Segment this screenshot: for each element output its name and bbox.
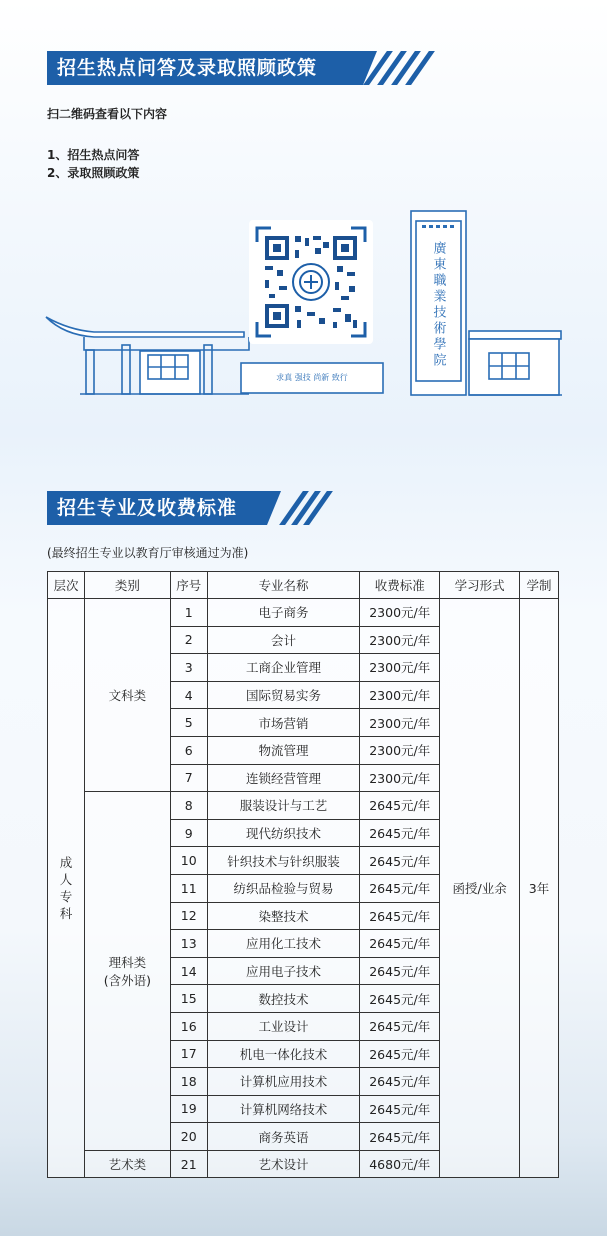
list-item: 2、录取照顾政策	[47, 166, 140, 180]
major-name: 应用化工技术	[207, 930, 360, 958]
row-number: 8	[170, 792, 207, 820]
header-cell: 类别	[84, 572, 170, 599]
row-number: 14	[170, 957, 207, 985]
fee-cell: 2645元/年	[360, 902, 440, 930]
row-number: 2	[170, 626, 207, 654]
section-title-qa	[47, 51, 363, 85]
fee-cell: 2645元/年	[360, 792, 440, 820]
level-cell	[48, 599, 85, 1178]
major-name: 商务英语	[207, 1123, 360, 1151]
fee-cell: 2300元/年	[360, 736, 440, 764]
header-cell: 学习形式	[440, 572, 520, 599]
qr-code-image	[249, 220, 373, 344]
major-name: 国际贸易实务	[207, 681, 360, 709]
row-number: 11	[170, 874, 207, 902]
qr-code[interactable]	[249, 220, 373, 344]
major-name: 现代纺织技术	[207, 819, 360, 847]
row-number: 3	[170, 654, 207, 682]
header-cell: 学制	[520, 572, 559, 599]
category-cell: 文科类	[84, 599, 170, 792]
row-number: 15	[170, 985, 207, 1013]
fee-cell: 2645元/年	[360, 1068, 440, 1096]
banner-edge-decoration	[363, 51, 377, 85]
fee-cell: 2300元/年	[360, 654, 440, 682]
header-cell: 收费标准	[360, 572, 440, 599]
fee-table	[47, 571, 559, 1178]
major-name: 纺织品检验与贸易	[207, 874, 360, 902]
section-title-fees-text: 招生专业及收费标准	[57, 497, 238, 519]
study-form-cell: 函授/业余	[440, 599, 520, 1178]
header-cell: 序号	[170, 572, 207, 599]
row-number: 7	[170, 764, 207, 792]
major-name: 计算机网络技术	[207, 1095, 360, 1123]
fee-cell: 2300元/年	[360, 681, 440, 709]
row-number: 21	[170, 1150, 207, 1178]
row-number: 16	[170, 1012, 207, 1040]
row-number: 1	[170, 599, 207, 627]
row-number: 19	[170, 1095, 207, 1123]
fee-cell: 2645元/年	[360, 985, 440, 1013]
row-number: 6	[170, 736, 207, 764]
scan-instruction: 扫二维码查看以下内容	[47, 107, 168, 121]
major-name: 服装设计与工艺	[207, 792, 360, 820]
row-number: 20	[170, 1123, 207, 1151]
fee-cell: 2300元/年	[360, 764, 440, 792]
row-number: 17	[170, 1040, 207, 1068]
gate-plaque-text: 求真 强技 尚新 致行	[276, 373, 348, 382]
row-number: 18	[170, 1068, 207, 1096]
header-cell: 专业名称	[207, 572, 360, 599]
tower-calligraphy: 廣東職業技術學院	[430, 241, 446, 369]
header-cell: 层次	[48, 572, 85, 599]
fee-cell: 2645元/年	[360, 819, 440, 847]
fee-cell: 2645元/年	[360, 1095, 440, 1123]
fee-cell: 2645元/年	[360, 874, 440, 902]
category-cell: 艺术类	[84, 1150, 170, 1178]
row-number: 10	[170, 847, 207, 875]
table-note: (最终招生专业以教育厅审核通过为准)	[47, 546, 249, 560]
category-cell	[84, 792, 170, 1151]
major-name: 物流管理	[207, 736, 360, 764]
fee-cell: 2300元/年	[360, 626, 440, 654]
major-name: 电子商务	[207, 599, 360, 627]
list-item: 1、招生热点问答	[47, 148, 140, 162]
major-name: 工业设计	[207, 1012, 360, 1040]
row-number: 12	[170, 902, 207, 930]
fee-cell: 2645元/年	[360, 847, 440, 875]
major-name: 艺术设计	[207, 1150, 360, 1178]
duration-cell: 3年	[520, 599, 559, 1178]
major-name: 数控技术	[207, 985, 360, 1013]
fee-cell: 2300元/年	[360, 709, 440, 737]
fee-cell: 2645元/年	[360, 1123, 440, 1151]
category-sublabel: (含外语)	[103, 973, 151, 989]
table-row	[48, 599, 559, 627]
major-name: 工商企业管理	[207, 654, 360, 682]
row-number: 13	[170, 930, 207, 958]
major-name: 机电一体化技术	[207, 1040, 360, 1068]
major-name: 会计	[207, 626, 360, 654]
major-name: 计算机应用技术	[207, 1068, 360, 1096]
major-name: 市场营销	[207, 709, 360, 737]
table-header-row	[48, 572, 559, 599]
row-number: 4	[170, 681, 207, 709]
fee-cell: 2645元/年	[360, 957, 440, 985]
fee-cell: 2300元/年	[360, 599, 440, 627]
banner-stripes-decoration	[267, 491, 327, 525]
fee-cell: 2645元/年	[360, 1040, 440, 1068]
section-title-fees	[47, 491, 267, 525]
major-name: 染整技术	[207, 902, 360, 930]
major-name: 应用电子技术	[207, 957, 360, 985]
fee-cell: 2645元/年	[360, 930, 440, 958]
fee-cell: 4680元/年	[360, 1150, 440, 1178]
section-title-qa-text: 招生热点问答及录取照顾政策	[57, 57, 318, 79]
level-label: 成人专科	[59, 855, 73, 922]
category-label: 理科类	[108, 955, 147, 971]
row-number: 9	[170, 819, 207, 847]
fee-cell: 2645元/年	[360, 1012, 440, 1040]
major-name: 针织技术与针织服装	[207, 847, 360, 875]
major-name: 连锁经营管理	[207, 764, 360, 792]
row-number: 5	[170, 709, 207, 737]
